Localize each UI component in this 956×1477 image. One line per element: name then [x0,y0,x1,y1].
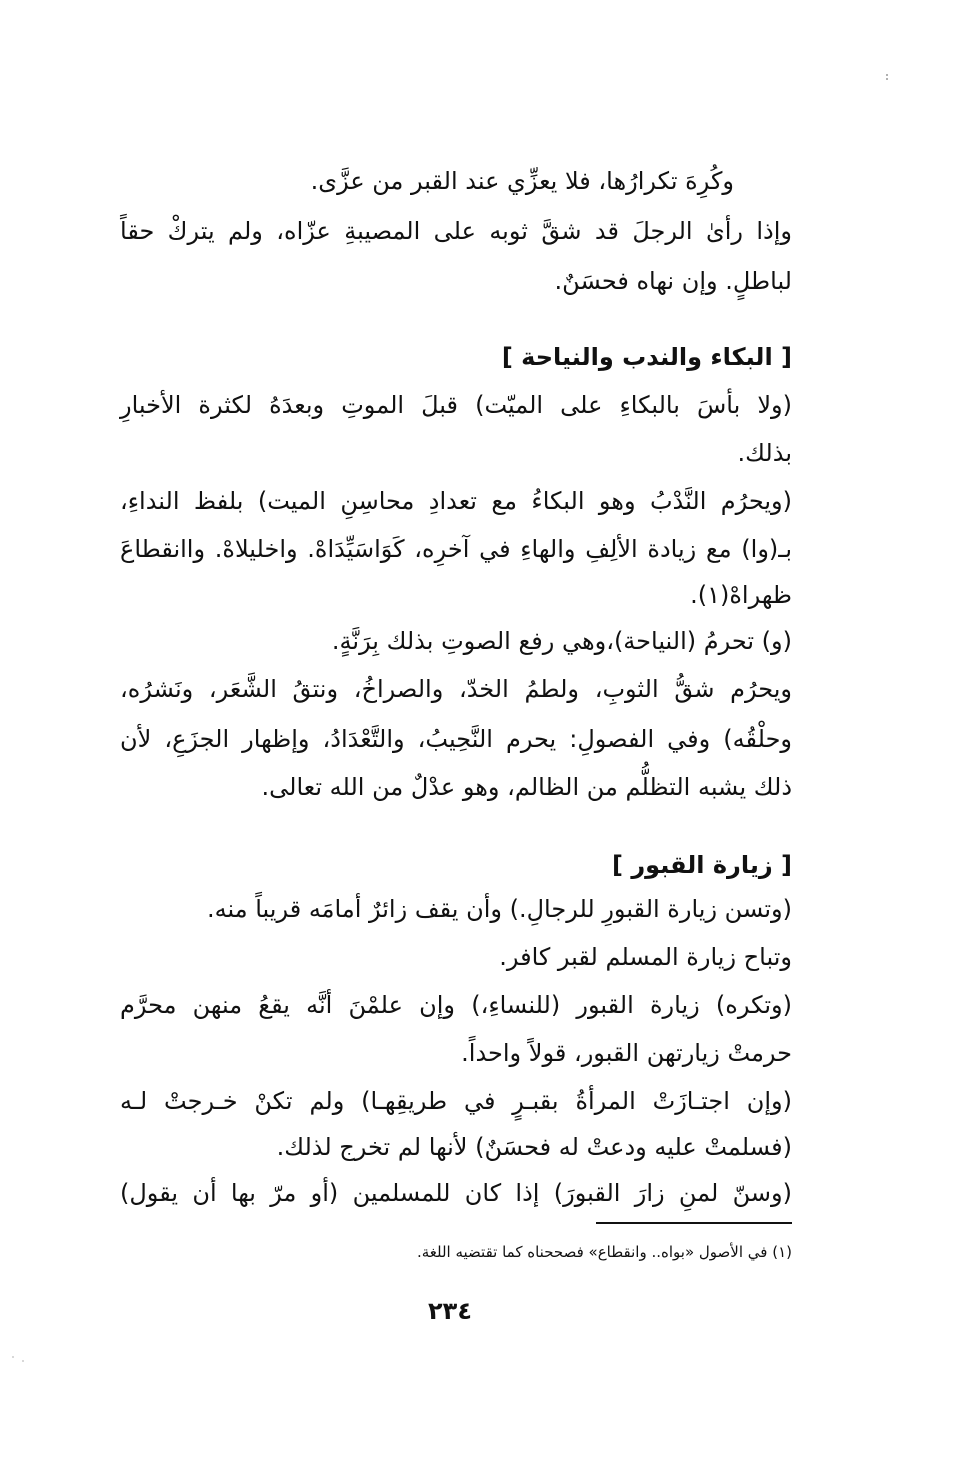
footnote: (١) في الأصول «بواه.. وانقطاع» فصححناه كما تقتضيه اللغة. [416,1243,792,1261]
scan-speck [12,1356,14,1358]
text-line: ذلك يشبه التظلُّم من الظالم، وهو عدْلٌ من الله تعالى. [261,773,792,801]
text-line: حرمتْ زيارتهن القبور، قولاً واحداً. [461,1039,792,1067]
text-line: (ولا بأسَ بالبكاءِ على الميّت) قبلَ الموتِ وبعدَهُ لكثرة الأخبارِ [120,391,792,419]
text-line: وكُرِهَ تكرارُها، فلا يعزِّي عند القبر من عزَّى. [310,167,734,195]
text-line: وحلْقُه) وفي الفصولِ: يحرم النَّحِيبُ، والتَّعْدَادُ، وإظهار الجزَعِ، لأن [120,725,792,753]
text-line: (فسلمتْ عليه ودعتْ له فحسَنٌ) لأنها لم تخرج لذلك. [276,1133,792,1161]
scan-speck [886,78,888,80]
text-line: (ويحرُم النَّدْبُ وهو البكاءُ مع تعدادِ محاسِنِ الميت) بلفظ النداءِ، [120,487,792,515]
text-line: بـ(وا) مع زيادة الألِفِ والهاءِ في آخرِه، كَوَاسَيِّدَاهْ. واخليلاهْ. واانقطاعَ [120,535,792,563]
text-line: وتباح زيارة المسلم لقبر كافر. [499,943,792,971]
text-line: لباطلٍ. وإن نهاه فحسَنٌ. [554,267,792,295]
text-line: وإذا رأىٰ الرجلَ قد شقَّ ثوبه على المصيبةِ عزّاه، ولم يتركْ حقاً [120,217,792,245]
text-line: (و) تحرمُ (النياحة)،وهي رفع الصوتِ بذلك بِرَنَّةٍ. [331,627,792,655]
text-line: ظهراهْ(١). [690,581,792,609]
text-line: (وتسن زيارة القبورِ للرجالِ.) وأن يقف زائرٌ أمامَه قريباً منه. [207,895,792,923]
text-line: (وتكره) زيارة القبور (للنساءِ،) وإن علمْنَ أنَّه يقعُ منهن محرَّم [120,991,792,1019]
scan-speck [886,74,888,76]
text-line: (وسنّ لمنِ زارَ القبورَ) إذا كان للمسلمين (أو مرّ بها أن يقول) [120,1179,792,1207]
section-heading-weeping: [ البكاء والندب والنياحة ] [501,343,792,371]
footnote-separator [596,1222,792,1224]
text-line: (وإن اجتـازَتْ المرأةُ بقبـرٍ في طريقِهـا) ولم تكنْ خـرجتْ لـه [120,1087,792,1115]
text-line: ويحرُم شقُّ الثوبِ، ولطمُ الخدّ، والصراخُ، ونتقُ الشَّعَر، ونَشرُه، [120,675,792,703]
page-number: ٢٣٤ [428,1297,472,1325]
section-heading-visiting: [ زيارة القبور ] [612,851,792,879]
scan-speck [22,1360,24,1362]
text-line: بذلك. [737,439,792,467]
